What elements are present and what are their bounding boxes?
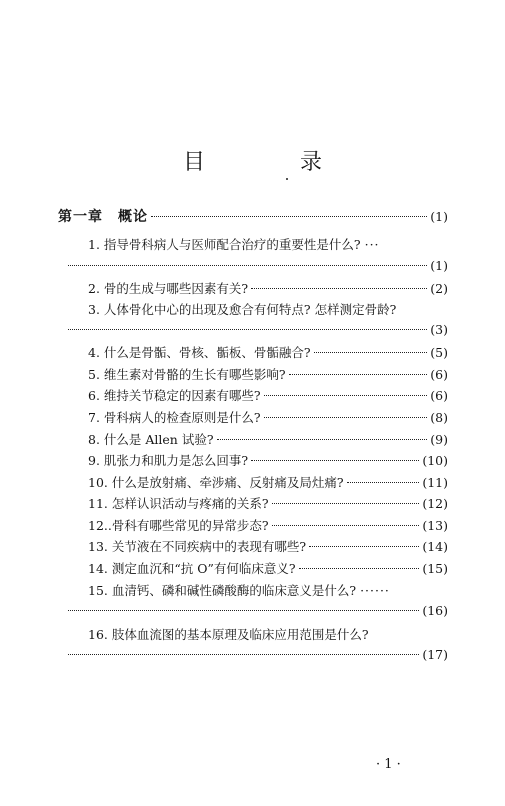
page-number: (12) [422, 496, 448, 511]
toc-continuation [68, 322, 448, 337]
page-number: (6) [430, 388, 448, 403]
entry-trail: ······ [360, 583, 390, 598]
entry-text: 5. 维生素对骨骼的生长有哪些影响? [88, 367, 286, 382]
leader-dots [68, 329, 427, 330]
leader-dots [314, 352, 428, 353]
leader-dots [264, 417, 428, 418]
toc-entry[interactable] [88, 300, 448, 318]
entry-text: 15. 血清钙、磷和碱性磷酸酶的临床意义是什么? [88, 583, 357, 598]
leader-dots [309, 546, 419, 547]
toc-entry[interactable] [88, 581, 448, 599]
toc-entry[interactable] [88, 559, 448, 577]
leader-dots [151, 216, 427, 217]
toc-entry[interactable] [88, 473, 448, 491]
page-number: (1) [430, 209, 448, 224]
entry-trail: ··· [364, 237, 380, 252]
entry-text: 16. 肢体血流图的基本原理及临床应用范围是什么? [88, 627, 369, 642]
entry-text: 13. 关节液在不同疾病中的表现有哪些? [88, 539, 307, 554]
page-number: (11) [422, 475, 448, 490]
leader-dots [251, 288, 427, 289]
page-number: (10) [422, 453, 448, 468]
toc-continuation [68, 647, 448, 662]
entry-text: 14. 测定血沉和“抗 O”有何临床意义? [88, 561, 296, 576]
page-number: (14) [422, 539, 448, 554]
page-number: (8) [430, 410, 448, 425]
page-number: (5) [430, 345, 448, 360]
folio-page-number: · 1 · [376, 757, 401, 772]
leader-dots [272, 525, 420, 526]
page-number: (1) [430, 258, 448, 273]
entry-text: 11. 怎样认识活动与疼痛的关系? [88, 496, 269, 511]
page-number: (13) [422, 518, 448, 533]
leader-dots [289, 374, 428, 375]
chapter-label: 第一章 概论 [58, 209, 148, 225]
entry-text: 6. 维持关节稳定的因素有哪些? [88, 388, 261, 403]
entry-text: 7. 骨科病人的检查原则是什么? [88, 410, 261, 425]
toc-entry[interactable] [88, 625, 448, 643]
leader-dots [272, 503, 420, 504]
page-number: (2) [430, 281, 448, 296]
entry-text: 8. 什么是 Allen 试验? [88, 432, 214, 447]
page-number: (17) [422, 647, 448, 662]
toc-entry[interactable] [88, 430, 448, 448]
toc-entry[interactable] [88, 451, 448, 469]
toc-entry[interactable] [88, 235, 448, 253]
ornament-dot [286, 178, 288, 180]
entry-text: 4. 什么是骨骺、骨核、骺板、骨骺融合? [88, 345, 311, 360]
entry-text: 10. 什么是放射痛、牵涉痛、反射痛及局灶痛? [88, 475, 344, 490]
toc-entry[interactable] [88, 537, 448, 555]
toc-entry[interactable] [88, 408, 448, 426]
toc-entry[interactable] [88, 279, 448, 297]
leader-dots [264, 395, 428, 396]
leader-dots [217, 439, 428, 440]
leader-dots [68, 265, 427, 266]
page-number: (15) [422, 561, 448, 576]
page-number: (6) [430, 367, 448, 382]
page-title: 目 录 [183, 150, 366, 175]
entry-text: 1. 指导骨科病人与医师配合治疗的重要性是什么? [88, 237, 361, 252]
entry-text: 2. 骨的生成与哪些因素有关? [88, 281, 249, 296]
entry-text: 9. 肌张力和肌力是怎么回事? [88, 453, 249, 468]
leader-dots [299, 568, 420, 569]
leader-dots [68, 654, 419, 655]
entry-text: 12..骨科有哪些常见的异常步态? [88, 518, 269, 533]
leader-dots [251, 460, 419, 461]
toc-continuation [68, 258, 448, 273]
toc-entry[interactable] [88, 386, 448, 404]
toc-chapter[interactable] [58, 206, 448, 226]
toc-entry[interactable] [88, 494, 448, 512]
toc-entry[interactable] [88, 343, 448, 361]
leader-dots [347, 482, 420, 483]
page-number: (9) [430, 432, 448, 447]
toc-continuation [68, 603, 448, 618]
toc-entry[interactable] [88, 365, 448, 383]
page-number: (16) [422, 603, 448, 618]
page-number: (3) [430, 322, 448, 337]
entry-text: 3. 人体骨化中心的出现及愈合有何特点? 怎样测定骨龄? [88, 302, 397, 317]
toc-entry[interactable] [88, 516, 448, 534]
leader-dots [68, 610, 419, 611]
